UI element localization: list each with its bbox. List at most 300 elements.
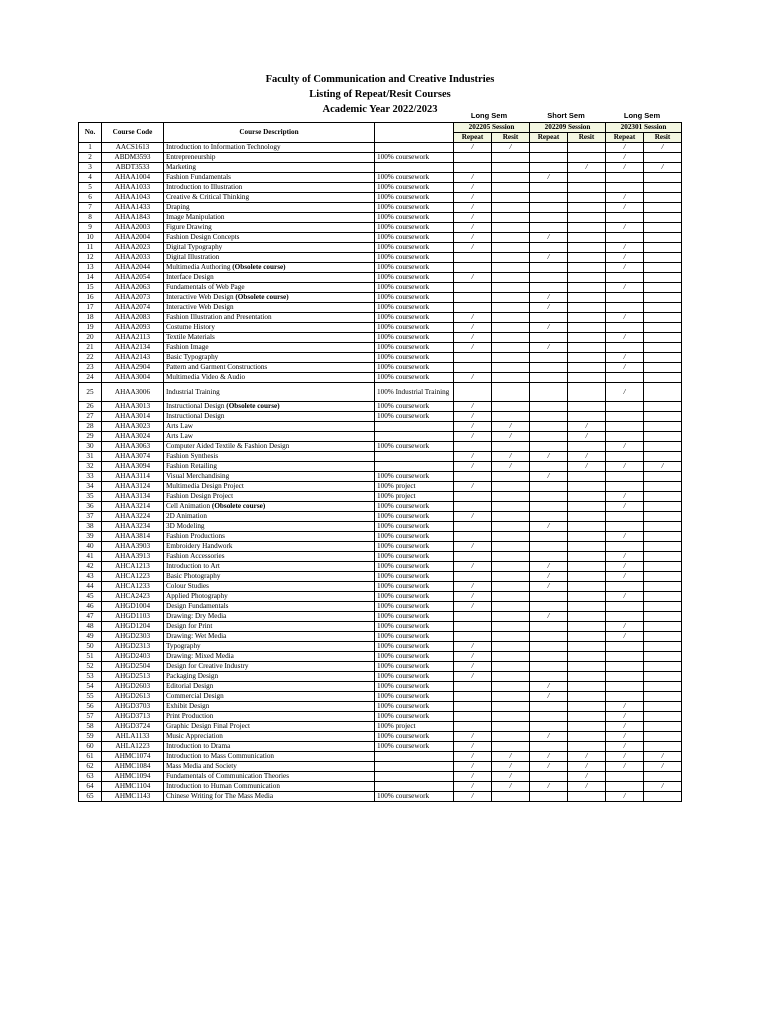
row-number: 34	[79, 482, 102, 492]
mark-202301-resit	[644, 792, 682, 802]
course-description	[164, 712, 375, 722]
mark-202301-repeat: /	[606, 253, 644, 263]
mark-202205-resit	[492, 792, 530, 802]
mark-202209-resit	[568, 712, 606, 722]
course-description	[164, 762, 375, 772]
mark-202301-repeat	[606, 682, 644, 692]
course-code: AHMC1104	[102, 782, 164, 792]
course-code: AHAA2063	[102, 283, 164, 293]
table-row	[79, 772, 682, 782]
course-code: AHGD1204	[102, 622, 164, 632]
mark-202205-repeat	[454, 383, 492, 402]
mark-202301-resit	[644, 612, 682, 622]
row-number: 6	[79, 193, 102, 203]
mark-202205-repeat: /	[454, 193, 492, 203]
course-code: AHAA3004	[102, 373, 164, 383]
assessment-mode: 100% coursework	[375, 622, 454, 632]
course-description	[164, 492, 375, 502]
mark-202301-repeat	[606, 432, 644, 442]
mark-202209-resit	[568, 143, 606, 153]
mark-202209-resit	[568, 572, 606, 582]
course-description-text: Fashion Fundamentals	[166, 173, 231, 181]
mark-202205-resit	[492, 702, 530, 712]
mark-202205-resit	[492, 153, 530, 163]
course-description	[164, 702, 375, 712]
course-code: AHAA2023	[102, 243, 164, 253]
mark-202205-repeat	[454, 632, 492, 642]
mark-202301-resit	[644, 383, 682, 402]
mark-202205-resit: /	[492, 782, 530, 792]
mark-202209-resit	[568, 502, 606, 512]
table-row	[79, 592, 682, 602]
course-code: AHGD2513	[102, 672, 164, 682]
course-description-text: Instructional Design	[166, 412, 225, 420]
assessment-mode: 100% coursework	[375, 582, 454, 592]
mark-202301-repeat: /	[606, 283, 644, 293]
table-row	[79, 532, 682, 542]
table-row	[79, 243, 682, 253]
mark-202209-resit	[568, 343, 606, 353]
mark-202209-repeat: /	[530, 343, 568, 353]
course-code: AHAA3024	[102, 432, 164, 442]
row-number: 65	[79, 792, 102, 802]
mark-202301-resit	[644, 223, 682, 233]
mark-202209-resit	[568, 183, 606, 193]
assessment-mode: 100% coursework	[375, 263, 454, 273]
course-description	[164, 782, 375, 792]
assessment-mode: 100% coursework	[375, 193, 454, 203]
table-row	[79, 652, 682, 662]
table-row	[79, 373, 682, 383]
course-description-text: Typography	[166, 642, 201, 650]
mark-202209-repeat	[530, 313, 568, 323]
mark-202209-repeat	[530, 482, 568, 492]
mark-202205-repeat: /	[454, 313, 492, 323]
mark-202205-resit	[492, 343, 530, 353]
course-description-text: Commercial Design	[166, 692, 224, 700]
table-row	[79, 333, 682, 343]
mark-202205-resit	[492, 512, 530, 522]
table-row	[79, 263, 682, 273]
row-number: 30	[79, 442, 102, 452]
row-number: 7	[79, 203, 102, 213]
mark-202209-resit	[568, 333, 606, 343]
course-code: AHMC1143	[102, 792, 164, 802]
mark-202209-repeat	[530, 143, 568, 153]
table-row	[79, 502, 682, 512]
mark-202209-repeat	[530, 333, 568, 343]
course-code: AHGD3703	[102, 702, 164, 712]
course-description-text: Interface Design	[166, 273, 214, 281]
mark-202205-repeat: /	[454, 542, 492, 552]
mark-202205-resit	[492, 632, 530, 642]
obsolete-note: (Obsolete course)	[226, 402, 280, 410]
table-row	[79, 173, 682, 183]
mark-202209-resit: /	[568, 422, 606, 432]
mark-202301-repeat	[606, 612, 644, 622]
course-description	[164, 353, 375, 363]
mark-202209-repeat	[530, 702, 568, 712]
header-resit: Resit	[568, 133, 606, 143]
row-number: 60	[79, 742, 102, 752]
mark-202209-resit	[568, 722, 606, 732]
mark-202205-resit	[492, 502, 530, 512]
table-row	[79, 223, 682, 233]
course-description	[164, 472, 375, 482]
mark-202205-resit	[492, 692, 530, 702]
mark-202209-resit	[568, 732, 606, 742]
mark-202205-resit: /	[492, 752, 530, 762]
course-description	[164, 233, 375, 243]
mark-202205-repeat	[454, 363, 492, 373]
course-description-text: Fashion Image	[166, 343, 209, 351]
mark-202301-resit	[644, 333, 682, 343]
mark-202205-resit	[492, 522, 530, 532]
mark-202209-resit	[568, 602, 606, 612]
mark-202301-repeat: /	[606, 622, 644, 632]
mark-202205-resit	[492, 532, 530, 542]
header-no: No.	[79, 123, 102, 143]
mark-202301-resit: /	[644, 462, 682, 472]
row-number: 38	[79, 522, 102, 532]
mark-202205-repeat	[454, 253, 492, 263]
mark-202301-resit	[644, 722, 682, 732]
row-number: 24	[79, 373, 102, 383]
mark-202205-repeat	[454, 472, 492, 482]
assessment-mode: 100% coursework	[375, 552, 454, 562]
table-row	[79, 253, 682, 263]
mark-202209-repeat	[530, 402, 568, 412]
mark-202301-resit	[644, 712, 682, 722]
mark-202209-repeat	[530, 742, 568, 752]
mark-202301-resit	[644, 263, 682, 273]
mark-202205-resit	[492, 333, 530, 343]
mark-202205-resit	[492, 712, 530, 722]
semester-label-2: Short Sem	[547, 111, 585, 120]
mark-202209-repeat: /	[530, 752, 568, 762]
row-number: 49	[79, 632, 102, 642]
course-description-text: Basic Photography	[166, 572, 221, 580]
course-description	[164, 532, 375, 542]
table-row	[79, 682, 682, 692]
mark-202205-resit	[492, 263, 530, 273]
course-description	[164, 722, 375, 732]
course-description-text: Fashion Synthesis	[166, 452, 219, 460]
table-row	[79, 742, 682, 752]
course-description	[164, 373, 375, 383]
mark-202205-repeat: /	[454, 742, 492, 752]
course-description-text: Fashion Design Concepts	[166, 233, 240, 241]
course-description-text: Packaging Design	[166, 672, 219, 680]
table-row	[79, 672, 682, 682]
course-description	[164, 313, 375, 323]
assessment-mode: 100% Industrial Training	[375, 383, 454, 402]
mark-202301-repeat: /	[606, 223, 644, 233]
course-description-text: Arts Law	[166, 422, 193, 430]
mark-202301-resit	[644, 283, 682, 293]
course-description-text: Introduction to Mass Communication	[166, 752, 275, 760]
mark-202301-resit	[644, 412, 682, 422]
mark-202209-resit	[568, 662, 606, 672]
row-number: 44	[79, 582, 102, 592]
assessment-mode: 100% coursework	[375, 233, 454, 243]
course-description-text: Visual Merchandising	[166, 472, 230, 480]
table-row	[79, 732, 682, 742]
mark-202205-repeat	[454, 552, 492, 562]
mark-202209-resit	[568, 492, 606, 502]
course-description	[164, 742, 375, 752]
obsolete-note: (Obsolete course)	[211, 502, 266, 510]
row-number: 37	[79, 512, 102, 522]
row-number: 50	[79, 642, 102, 652]
semester-label-1: Long Sem	[470, 111, 508, 120]
mark-202301-resit	[644, 502, 682, 512]
table-row	[79, 293, 682, 303]
course-description-text: Drawing: Dry Media	[166, 612, 227, 620]
course-description-text: Introduction to Drama	[166, 742, 231, 750]
course-description-text: Multimedia Design Project	[166, 482, 244, 490]
assessment-mode: 100% coursework	[375, 532, 454, 542]
mark-202209-repeat: /	[530, 692, 568, 702]
assessment-mode: 100% coursework	[375, 323, 454, 333]
course-description	[164, 522, 375, 532]
mark-202209-repeat: /	[530, 323, 568, 333]
row-number: 29	[79, 432, 102, 442]
mark-202209-resit: /	[568, 782, 606, 792]
row-number: 18	[79, 313, 102, 323]
course-description-text: Interactive Web Design	[166, 303, 234, 311]
course-code: AHAA1433	[102, 203, 164, 213]
mark-202301-repeat: /	[606, 163, 644, 173]
mark-202209-repeat: /	[530, 782, 568, 792]
mark-202301-resit	[644, 702, 682, 712]
assessment-mode: 100% coursework	[375, 612, 454, 622]
mark-202205-resit	[492, 552, 530, 562]
mark-202301-repeat: /	[606, 762, 644, 772]
course-code: AHGD2303	[102, 632, 164, 642]
mark-202209-resit: /	[568, 163, 606, 173]
mark-202205-resit	[492, 652, 530, 662]
mark-202205-resit	[492, 742, 530, 752]
course-code: AHGD2504	[102, 662, 164, 672]
mark-202301-repeat	[606, 273, 644, 283]
table-row	[79, 163, 682, 173]
mark-202301-resit	[644, 562, 682, 572]
course-code: ABDM3593	[102, 153, 164, 163]
course-description-text: Interactive Web Design	[166, 293, 234, 301]
table-row	[79, 363, 682, 373]
mark-202209-resit	[568, 472, 606, 482]
mark-202205-resit	[492, 223, 530, 233]
course-description-text: Arts Law	[166, 432, 193, 440]
mark-202209-resit: /	[568, 762, 606, 772]
row-number: 25	[79, 383, 102, 402]
mark-202209-resit	[568, 552, 606, 562]
course-description	[164, 193, 375, 203]
mark-202301-resit	[644, 632, 682, 642]
table-row	[79, 472, 682, 482]
mark-202301-repeat	[606, 652, 644, 662]
course-description-text: Industrial Training	[166, 387, 220, 396]
row-number: 40	[79, 542, 102, 552]
assessment-mode: 100% coursework	[375, 313, 454, 323]
assessment-mode: 100% coursework	[375, 472, 454, 482]
table-row	[79, 642, 682, 652]
mark-202301-repeat: /	[606, 442, 644, 452]
listing-title: Listing of Repeat/Resit Courses	[309, 89, 451, 100]
mark-202205-resit	[492, 602, 530, 612]
header-repeat: Repeat	[454, 133, 492, 143]
course-description-text: Multimedia Video & Audio	[166, 373, 246, 381]
row-number: 11	[79, 243, 102, 253]
mark-202209-resit	[568, 273, 606, 283]
row-number: 62	[79, 762, 102, 772]
course-description	[164, 622, 375, 632]
course-description	[164, 602, 375, 612]
course-code: AACS1613	[102, 143, 164, 153]
table-row	[79, 512, 682, 522]
mark-202209-repeat: /	[530, 293, 568, 303]
mark-202209-repeat	[530, 363, 568, 373]
mark-202301-resit	[644, 373, 682, 383]
mark-202209-resit	[568, 792, 606, 802]
mark-202205-repeat: /	[454, 562, 492, 572]
mark-202209-resit	[568, 582, 606, 592]
mark-202205-repeat: /	[454, 213, 492, 223]
row-number: 42	[79, 562, 102, 572]
row-number: 22	[79, 353, 102, 363]
mark-202301-repeat	[606, 343, 644, 353]
assessment-mode: 100% coursework	[375, 642, 454, 652]
table-row	[79, 462, 682, 472]
mark-202209-resit	[568, 213, 606, 223]
mark-202205-resit	[492, 183, 530, 193]
course-description-text: Cell Animation	[166, 502, 211, 510]
row-number: 27	[79, 412, 102, 422]
course-description	[164, 512, 375, 522]
row-number: 47	[79, 612, 102, 622]
course-description	[164, 792, 375, 802]
row-number: 53	[79, 672, 102, 682]
academic-year-title: Academic Year 2022/2023	[322, 104, 438, 115]
mark-202301-resit: /	[644, 143, 682, 153]
mark-202209-repeat	[530, 672, 568, 682]
assessment-mode: 100% coursework	[375, 562, 454, 572]
mark-202209-repeat	[530, 792, 568, 802]
row-number: 48	[79, 622, 102, 632]
course-code: AHGD1004	[102, 602, 164, 612]
mark-202301-resit	[644, 343, 682, 353]
table-row	[79, 602, 682, 612]
course-description-text: Marketing	[166, 163, 196, 171]
row-number: 16	[79, 293, 102, 303]
mark-202205-resit	[492, 253, 530, 263]
course-description	[164, 632, 375, 642]
mark-202205-resit	[492, 402, 530, 412]
mark-202209-resit	[568, 542, 606, 552]
mark-202205-repeat	[454, 263, 492, 273]
mark-202301-resit	[644, 512, 682, 522]
header-session-202301: 202301 Session	[606, 123, 682, 133]
mark-202301-resit	[644, 452, 682, 462]
course-description	[164, 502, 375, 512]
course-description-text: Costume History	[166, 323, 215, 331]
course-description-text: 3D Modeling	[166, 522, 205, 530]
mark-202301-resit	[644, 253, 682, 263]
table-row	[79, 722, 682, 732]
mark-202205-repeat: /	[454, 602, 492, 612]
table-row	[79, 183, 682, 193]
mark-202209-resit	[568, 682, 606, 692]
row-number: 46	[79, 602, 102, 612]
course-description-text: Music Appreciation	[166, 732, 223, 740]
mark-202301-resit	[644, 642, 682, 652]
mark-202301-repeat	[606, 662, 644, 672]
row-number: 41	[79, 552, 102, 562]
mark-202209-repeat: /	[530, 173, 568, 183]
course-description-text: Graphic Design Final Project	[166, 722, 251, 730]
course-code: AHAA2054	[102, 273, 164, 283]
mark-202205-resit: /	[492, 143, 530, 153]
course-code: AHAA3134	[102, 492, 164, 502]
mark-202209-resit	[568, 233, 606, 243]
mark-202209-resit	[568, 522, 606, 532]
course-description	[164, 402, 375, 412]
mark-202301-repeat: /	[606, 153, 644, 163]
assessment-mode	[375, 462, 454, 472]
row-number: 2	[79, 153, 102, 163]
mark-202301-resit	[644, 353, 682, 363]
table-row	[79, 612, 682, 622]
mark-202205-repeat: /	[454, 243, 492, 253]
mark-202301-resit	[644, 293, 682, 303]
table-row	[79, 273, 682, 283]
assessment-mode: 100% coursework	[375, 213, 454, 223]
mark-202205-repeat: /	[454, 592, 492, 602]
assessment-mode: 100% coursework	[375, 223, 454, 233]
row-number: 35	[79, 492, 102, 502]
course-description-text: Pattern and Garment Constructions	[166, 363, 268, 371]
mark-202209-resit	[568, 303, 606, 313]
row-number: 3	[79, 163, 102, 173]
mark-202209-repeat	[530, 712, 568, 722]
mark-202301-resit	[644, 193, 682, 203]
mark-202205-repeat: /	[454, 672, 492, 682]
course-description	[164, 772, 375, 782]
mark-202209-resit	[568, 203, 606, 213]
mark-202301-repeat: /	[606, 143, 644, 153]
mark-202301-resit	[644, 243, 682, 253]
mark-202209-resit	[568, 283, 606, 293]
mark-202301-repeat: /	[606, 383, 644, 402]
mark-202205-repeat	[454, 283, 492, 293]
course-description-text: Instructional Design	[166, 402, 225, 410]
mark-202209-resit	[568, 562, 606, 572]
row-number: 26	[79, 402, 102, 412]
mark-202205-resit	[492, 662, 530, 672]
mark-202205-resit	[492, 373, 530, 383]
mark-202209-repeat	[530, 273, 568, 283]
header-session-202205: 202205 Session	[454, 123, 530, 133]
table-row	[79, 782, 682, 792]
mark-202301-resit	[644, 552, 682, 562]
mark-202205-resit	[492, 173, 530, 183]
assessment-mode: 100% coursework	[375, 283, 454, 293]
course-description	[164, 293, 375, 303]
assessment-mode: 100% coursework	[375, 712, 454, 722]
mark-202301-repeat: /	[606, 193, 644, 203]
mark-202301-resit	[644, 582, 682, 592]
